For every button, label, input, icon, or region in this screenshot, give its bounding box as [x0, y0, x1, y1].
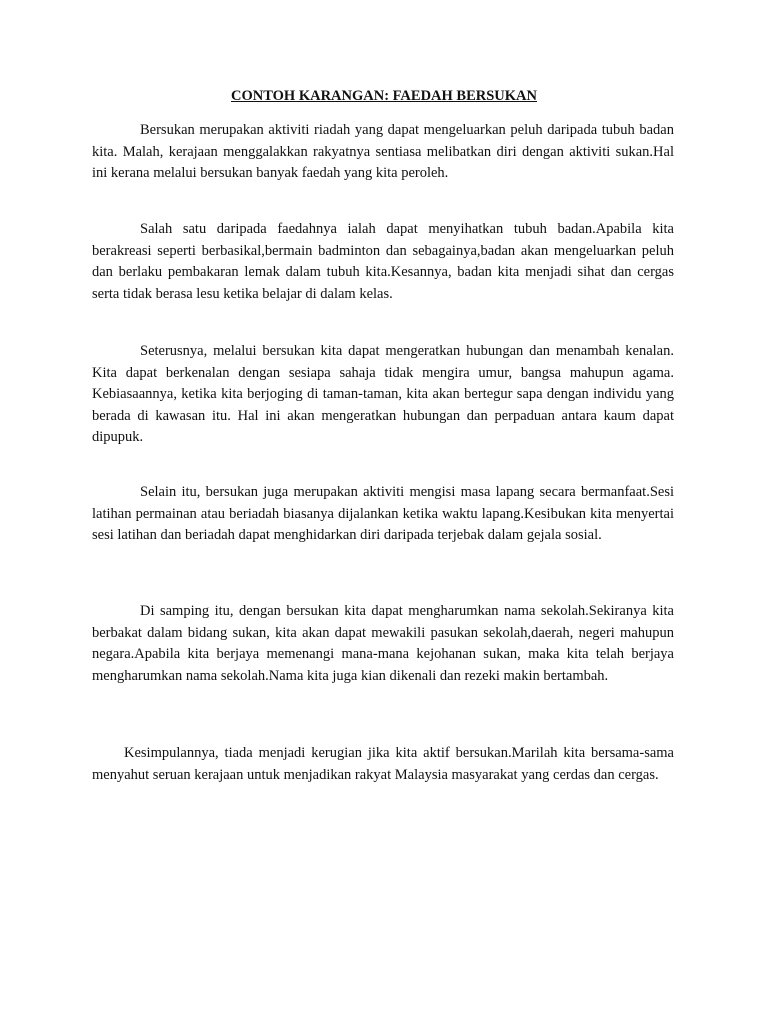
paragraph-relationship-benefit: Seterusnya, melalui bersukan kita dapat mengeratkan hubungan dan menambah kenalan. Kita dapat berkenalan dengan sesiapa sahaja tidak mengira umur, bangsa mahupun agama. Kebiasaannya, ketika kita berjoging di taman-taman, kita akan bertegur sapa dengan individu yang berada di kawasan itu. Hal ini akan mengeratkan hubungan dan perpaduan antara kaum dapat dipupuk. [92, 343, 674, 445]
page-title: CONTOH KARANGAN: FAEDAH BERSUKAN [231, 88, 537, 104]
paragraph-school-pride-benefit: Di samping itu, dengan bersukan kita dapat mengharumkan nama sekolah.Sekiranya kita berbakat dalam bidang sukan, kita akan dapat mewakili pasukan sekolah,daerah, negeri mahupun negara.Apabila kita berjaya memenangi mana-mana kejohanan sukan, maka kita telah berjaya mengharumkan nama sekolah.Nama kita juga kian dikenali dan rezeki makin bertambah. [92, 603, 674, 684]
paragraph-conclusion: Kesimpulannya, tiada menjadi kerugian jika kita aktif bersukan.Marilah kita bersama-sama menyahut seruan kerajaan untuk menjadikan rakyat Malaysia masyarakat yang cerdas dan cergas. [92, 745, 674, 783]
paragraph-health-benefit: Salah satu daripada faedahnya ialah dapat menyihatkan tubuh badan.Apabila kita berakreasi seperti berbasikal,bermain badminton dan sebagainya,badan akan mengeluarkan peluh dan berlaku pembakaran lemak dalam tubuh kita.Kesannya, badan kita menjadi sihat dan cergas serta tidak berasa lesu ketika belajar di dalam kelas. [92, 221, 674, 302]
paragraph-introduction: Bersukan merupakan aktiviti riadah yang dapat mengeluarkan peluh daripada tubuh badan kita. Malah, kerajaan menggalakkan rakyatnya sentiasa melibatkan diri dengan aktiviti sukan.Hal ini kerana melalui bersukan banyak faedah yang kita peroleh. [92, 122, 674, 181]
paragraph-leisure-benefit: Selain itu, bersukan juga merupakan aktiviti mengisi masa lapang secara bermanfaat.Sesi latihan permainan atau beriadah biasanya dijalankan ketika waktu lapang.Kesibukan kita menyertai sesi latihan dan beriadah dapat menghidarkan diri daripada terjebak dalam gejala sosial. [92, 484, 674, 543]
